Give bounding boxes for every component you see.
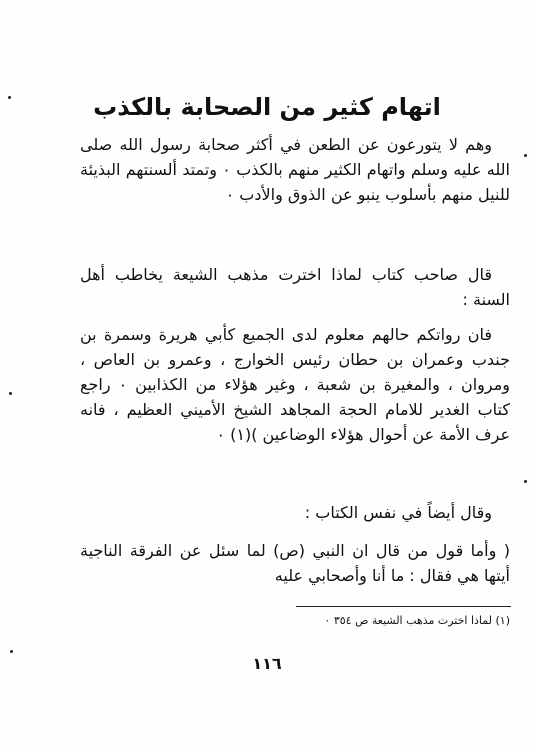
margin-mark [9, 392, 12, 395]
footnote: (١) لماذا اخترت مذهب الشيعة ص ٣٥٤ ٠ [324, 614, 510, 627]
page-title: اتهام كثير من الصحابة بالكذب [93, 93, 441, 122]
paragraph-4 [80, 500, 510, 525]
paragraph-text: وهم لا يتورعون عن الطعن في أكثر صحابة رسول الله صلى الله عليه وسلم واتهام الكثير منهم بالكذب ٠ وتمتد ألسنتهم البذيئة للنيل منهم بأسلوب ينبو عن الذوق والأدب ٠ [80, 135, 510, 204]
margin-mark [10, 650, 13, 653]
footnote-divider [296, 606, 511, 607]
paragraph-5 [80, 538, 510, 588]
paragraph-2 [80, 262, 510, 312]
paragraph-text: وقال أيضاً في نفس الكتاب : [304, 503, 492, 522]
paragraph-1 [80, 132, 510, 207]
margin-mark [524, 480, 527, 483]
margin-mark [8, 96, 11, 99]
paragraph-text: فان رواتكم حالهم معلوم لدى الجميع كأبي هريرة وسمرة بن جندب وعمران بن حطان رئيس الخوارج ، وعمرو بن العاص ، ومروان ، والمغيرة بن شعبة ، وغير هؤلاء من الكذابين ٠ راجع كتاب الغدير للامام الحجة المجاهد الشيخ الأميني العظيم ، فانه عرف الأمة عن أحوال هؤلاء الوضاعين )(١) ٠ [80, 325, 510, 444]
paragraph-text: قال صاحب كتاب لماذا اخترت مذهب الشيعة يخاطب أهل السنة : [80, 265, 510, 309]
paragraph-text: ( وأما قول من قال ان النبي (ص) لما سئل عن الفرقة الناجية أيتها هي فقال : ما أنا وأصحابي عليه [80, 541, 510, 585]
margin-mark [524, 154, 527, 157]
paragraph-3 [80, 322, 510, 447]
page-number: ١١٦ [252, 654, 282, 673]
